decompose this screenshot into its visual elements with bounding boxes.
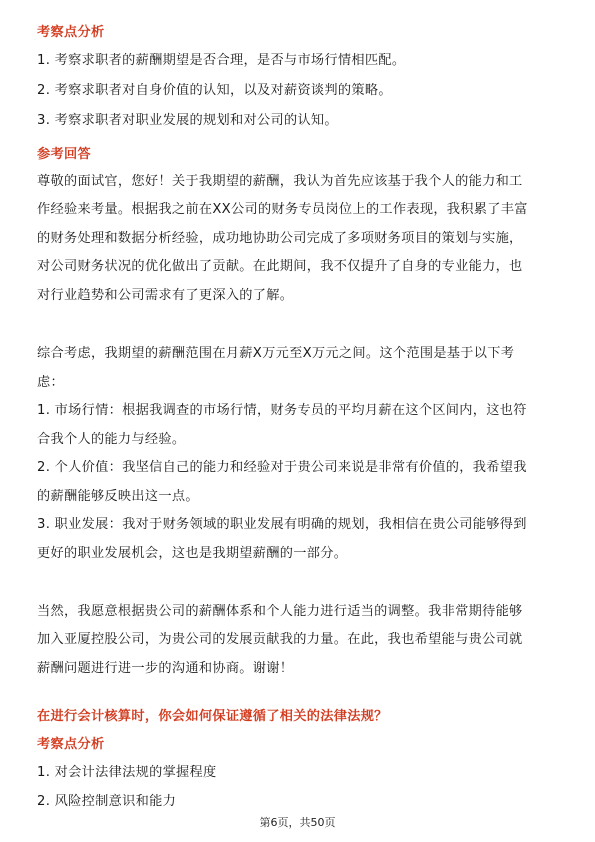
page-number: 第6页，共50页 xyxy=(259,816,336,829)
answer-paragraph-2-line-3: 1. 市场行情：根据我调查的市场行情，财务专员的平均月薪在这个区间内，这也符 xyxy=(37,403,527,418)
answer-paragraph-2-line-6: 的薪酬能够反映出这一点。 xyxy=(37,489,199,504)
question-title: 在进行会计核算时，你会如何保证遵循了相关的法律法规？ xyxy=(37,709,388,724)
analysis-item-2-1: 1. 对会计法律法规的掌握程度 xyxy=(37,765,217,780)
analysis-item-2: 2. 考察求职者对自身价值的认知，以及对薪资谈判的策略。 xyxy=(37,83,392,98)
answer-paragraph-1-line-4: 对公司财务状况的优化做出了贡献。在此期间，我不仅提升了自身的专业能力，也 xyxy=(37,259,523,274)
section-heading-analysis-2: 考察点分析 xyxy=(37,737,105,752)
answer-paragraph-1-line-5: 对行业趋势和公司需求有了更深入的了解。 xyxy=(37,288,294,303)
section-heading-answer: 参考回答 xyxy=(37,147,91,162)
analysis-item-2-2: 2. 风险控制意识和能力 xyxy=(37,794,177,809)
answer-paragraph-2-line-5: 2. 个人价值：我坚信自己的能力和经验对于贵公司来说是非常有价值的，我希望我 xyxy=(37,460,527,475)
answer-paragraph-2-line-8: 更好的职业发展机会，这也是我期望薪酬的一部分。 xyxy=(37,546,348,561)
answer-paragraph-2-line-2: 虑： xyxy=(37,375,64,390)
answer-paragraph-3-line-1: 当然，我愿意根据贵公司的薪酬体系和个人能力进行适当的调整。我非常期待能够 xyxy=(37,604,523,619)
analysis-item-3: 3. 考察求职者对职业发展的规划和对公司的认知。 xyxy=(37,113,338,128)
answer-paragraph-1-line-3: 的财务处理和数据分析经验，成功地协助公司完成了多项财务项目的策划与实施， xyxy=(37,231,523,246)
answer-paragraph-3-line-2: 加入亚厦控股公司，为贵公司的发展贡献我的力量。在此，我也希望能与贵公司就 xyxy=(37,632,523,647)
answer-paragraph-1-line-1: 尊敬的面试官，您好！关于我期望的薪酬，我认为首先应该基于我个人的能力和工 xyxy=(37,174,523,189)
answer-paragraph-1-line-2: 作经验来考量。根据我之前在XX公司的财务专员岗位上的工作表现，我积累了丰富 xyxy=(37,202,528,217)
section-heading-analysis: 考察点分析 xyxy=(37,25,105,40)
answer-paragraph-2-line-4: 合我个人的能力与经验。 xyxy=(37,432,186,447)
answer-paragraph-3-line-3: 薪酬问题进行进一步的沟通和协商。谢谢！ xyxy=(37,661,294,676)
answer-paragraph-2-line-1: 综合考虑，我期望的薪酬范围在月薪X万元至X万元之间。这个范围是基于以下考 xyxy=(37,346,515,361)
analysis-item-1: 1. 考察求职者的薪酬期望是否合理，是否与市场行情相匹配。 xyxy=(37,53,406,68)
answer-paragraph-2-line-7: 3. 职业发展：我对于财务领域的职业发展有明确的规划，我相信在贵公司能够得到 xyxy=(37,517,527,532)
